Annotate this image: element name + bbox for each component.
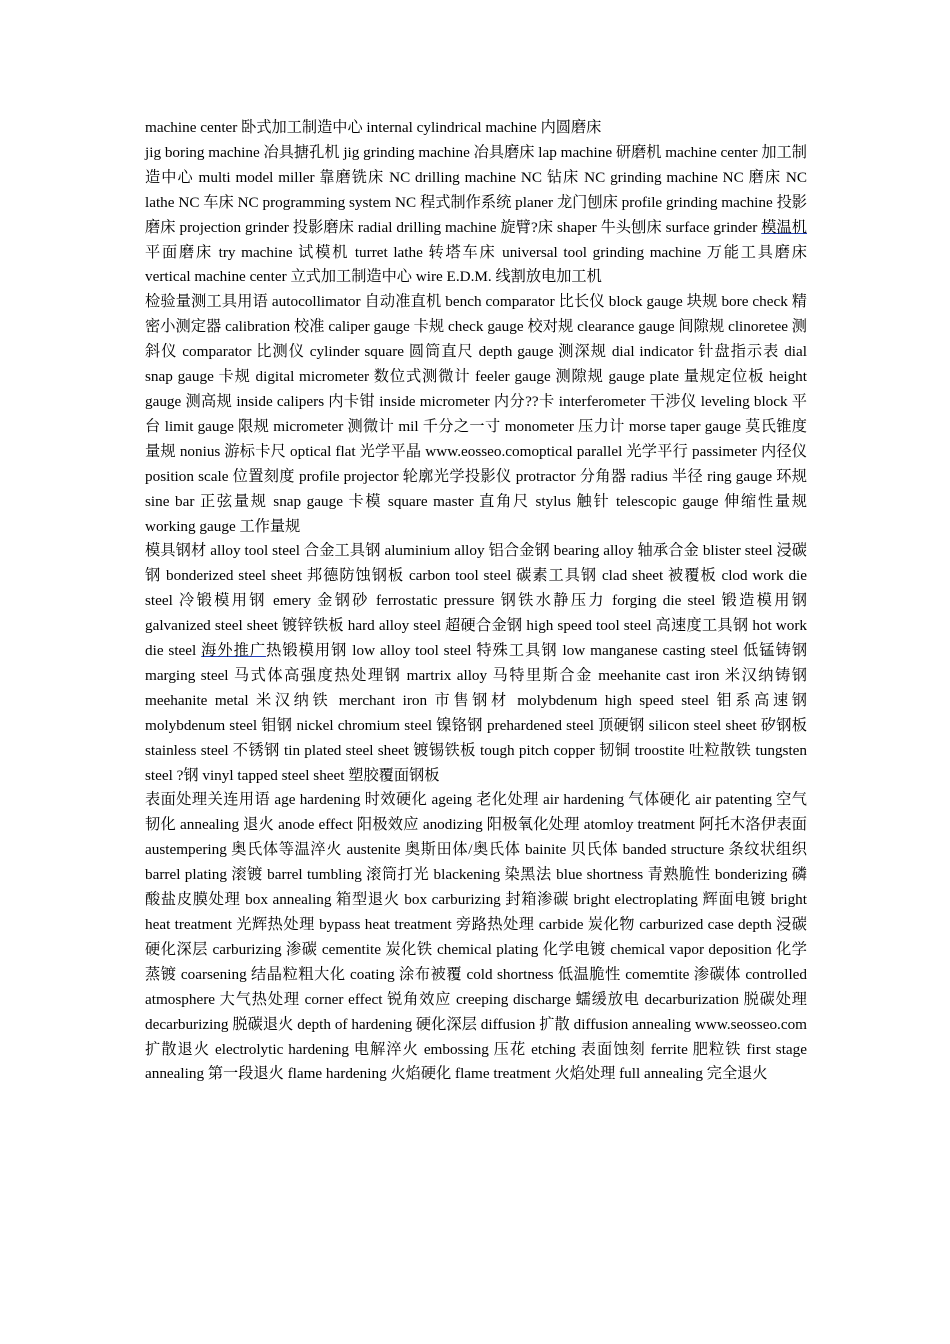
paragraph (145, 539, 807, 788)
paragraph (145, 141, 807, 290)
paragraph (145, 116, 807, 141)
text-run: 模具钢材 alloy tool steel 合金工具钢 aluminium alloy 铝合金钢 bearing alloy 轴承合金 blister steel 浸碳钢 bonderized steel sheet 邦德防蚀钢板 carbon tool steel 碳素工具钢 clad sheet 被覆板 clod work die steel 冷锻模用钢 emery 金钢砂 ferrostatic pressure 钢铁水静压力 forging die steel 锻造模用钢 galvanized steel sheet 镀锌铁板 hard alloy steel 超硬合金钢 high speed tool steel 高速度工具钢 hot work die steel (145, 542, 807, 660)
paragraph (145, 788, 807, 1087)
paragraph (145, 290, 807, 539)
text-run: 检验量测工具用语 autocollimator 自动准直机 bench comparator 比长仪 block gauge 块规 bore check 精密小测定器 calibration 校准 caliper gauge 卡规 check gauge 校对规 clearance gauge 间隙规 clinoretee 测斜仪 comparator 比测仪 cylinder square 圆筒直尺 depth gauge 测深规 dial indicator 针盘指示表 dial snap gauge 卡规 digital micrometer 数位式测微计 feeler gauge 测隙规 gauge plate 量规定位板 height gauge 测高规 inside calipers 内卡钳 inside micrometer 内分??卡 interferometer 干涉仪 leveling block 平台 limit gauge 限规 micrometer 测微计 mil 千分之一寸 monometer 压力计 morse taper gauge 莫氏锥度量规 nonius 游标卡尺 optical flat 光学平晶 www.eosseo.comoptical parallel 光学平行 passimeter 内径仪 position scale 位置刻度 profile projector 轮廓光学投影仪 protractor 分角器 radius 半径 ring gauge 环规 sine bar 正弦量规 snap gauge 卡模 square master 直角尺 stylus 触针 telescopic gauge 伸缩性量规 working gauge 工作量规 (145, 293, 807, 535)
text-run: 热锻模用钢 low alloy tool steel 特殊工具钢 low manganese casting steel 低锰铸钢 marging steel 马式体高强度热处理钢 martrix alloy 马特里斯合金 meehanite cast iron 米汉纳铸钢 meehanite metal 米汉纳铁 merchant iron 市售钢材 molybdenum high speed steel 钼系高速钢 molybdenum steel 钼钢 nickel chromium steel 镍铬钢 prehardened steel 顶硬钢 silicon steel sheet 矽钢板 stainless steel 不锈钢 tin plated steel sheet 镀锡铁板 tough pitch copper 韧铜 troostite 吐粒散铁 tungsten steel ?钢 vinyl tapped steel sheet 塑胶覆面钢板 (145, 642, 808, 784)
text-run: 平面磨床 try machine 试模机 turret lathe 转塔车床 universal tool grinding machine 万能工具磨床 vertical machine center 立式加工制造中心 wire E.D.M. 线割放电加工机 (145, 243, 807, 286)
text-run: jig boring machine 冶具搪孔机 jig grinding machine 冶具磨床 lap machine 研磨机 machine center 加工制造中心 multi model miller 靠磨铣床 NC drilling machine NC 钻床 NC grinding machine NC 磨床 NC lathe NC 车床 NC programming system NC 程式制作系统 planer 龙门刨床 profile grinding machine 投影磨床 projection grinder 投影磨床 radial drilling machine 旋臂?床 shaper 牛头刨床 surface grinder (145, 143, 807, 236)
hyperlink-mold-temperature-controller[interactable]: 模温机 (761, 218, 807, 236)
text-run: machine center 卧式加工制造中心 internal cylindrical machine 内圆磨床 (145, 119, 602, 136)
document-page (145, 116, 807, 1087)
hyperlink-overseas-promotion[interactable]: 海外推广 (201, 642, 267, 660)
text-run: 表面处理关连用语 age hardening 时效硬化 ageing 老化处理 air hardening 气体硬化 air patenting 空气韧化 annealing 退火 anode effect 阳极效应 anodizing 阳极氧化处理 atomloy treatment 阿托木洛伊表面 austempering 奥氏体等温淬火 austenite 奥斯田体/奥氏体 bainite 贝氏体 banded structure 条纹状组织 barrel plating 滚镀 barrel tumbling 滚筒打光 blackening 染黑法 blue shortness 青熟脆性 bonderizing 磷酸盐皮膜处理 box annealing 箱型退火 box carburizing 封箱渗碳 bright electroplating 辉面电镀 bright heat treatment 光辉热处理 bypass heat treatment 旁路热处理 carbide 炭化物 carburized case depth 浸碳硬化深层 carburizing 渗碳 cementite 炭化铁 chemical plating 化学电镀 chemical vapor deposition 化学蒸镀 coarsening 结晶粒粗大化 coating 涂布被覆 cold shortness 低温脆性 comemtite 渗碳体 controlled atmosphere 大气热处理 corner effect 锐角效应 creeping discharge 蠕缓放电 decarburization 脱碳处理 decarburizing 脱碳退火 depth of hardening 硬化深层 diffusion 扩散 diffusion annealing www.seosseo.com 扩散退火 electrolytic hardening 电解淬火 embossing 压花 etching 表面蚀刻 ferrite 肥粒铁 first stage annealing 第一段退火 flame hardening 火焰硬化 flame treatment 火焰处理 full annealing 完全退火 (145, 791, 807, 1083)
